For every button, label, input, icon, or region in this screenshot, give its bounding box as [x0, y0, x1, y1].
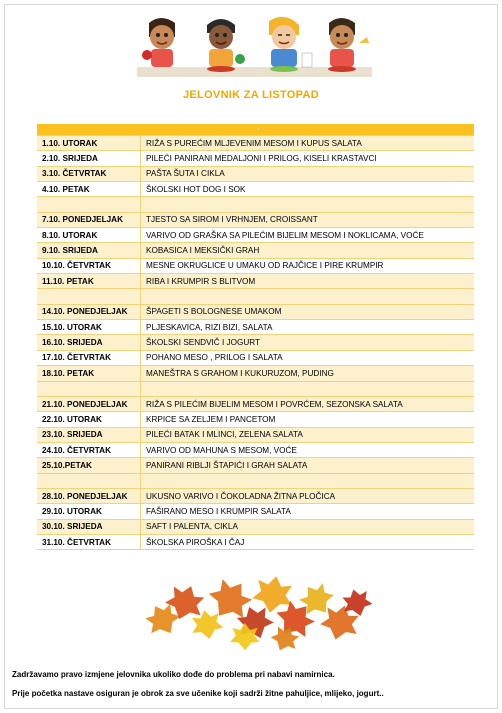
menu-row: [37, 458, 474, 473]
menu-row: [37, 366, 474, 381]
meal-cell: FAŠIRANO MESO I KRUMPIR SALATA: [141, 504, 475, 519]
menu-row: [37, 335, 474, 350]
menu-row: [37, 320, 474, 335]
week-separator-row: [37, 473, 474, 488]
day-cell: 17.10. ČETVRTAK: [37, 350, 141, 365]
meal-cell: PAŠTA ŠUTA I CIKLA: [141, 166, 475, 181]
meal-cell: PILEĆI PANIRANI MEDALJONI I PRILOG, KISELI KRASTAVCI: [141, 151, 475, 166]
menu-row: [37, 534, 474, 549]
day-cell: [37, 289, 141, 304]
day-cell: 14.10. PONEDJELJAK: [37, 304, 141, 319]
meal-cell: SAFT I PALENTA, CIKLA: [141, 519, 475, 534]
kid-2: [207, 19, 245, 72]
meal-cell: [141, 289, 475, 304]
kid-1: [142, 18, 175, 67]
meal-cell: VARIVO OD MAHUNA S MESOM, VOĆE: [141, 442, 475, 457]
day-cell: 10.10. ČETVRTAK: [37, 258, 141, 273]
meal-cell: [141, 197, 475, 212]
autumn-leaves-illustration: [145, 565, 375, 655]
day-cell: 7.10. PONEDJELJAK: [37, 212, 141, 227]
day-cell: 15.10. UTORAK: [37, 320, 141, 335]
menu-row: [37, 136, 474, 151]
meal-cell: [141, 381, 475, 396]
day-cell: 29.10. UTORAK: [37, 504, 141, 519]
menu-row: [37, 228, 474, 243]
menu-row: [37, 350, 474, 365]
meal-cell: RIŽA S PUREĆIM MLJEVENIM MESOM I KUPUS SALATA: [141, 136, 475, 151]
day-cell: [37, 381, 141, 396]
day-cell: 24.10. ČETVRTAK: [37, 442, 141, 457]
meal-cell: MESNE OKRUGLICE U UMAKU OD RAJČICE I PIRE KRUMPIR: [141, 258, 475, 273]
week-separator-row: [37, 381, 474, 396]
day-cell: 1.10. UTORAK: [37, 136, 141, 151]
menu-row: [37, 182, 474, 197]
meal-cell: RIBA I KRUMPIR S BLITVOM: [141, 274, 475, 289]
meal-cell: PANIRANI RIBLJI ŠTAPIĆI I GRAH SALATA: [141, 458, 475, 473]
meal-cell: MANEŠTRA S GRAHOM I KUKURUZOM, PUDING: [141, 366, 475, 381]
day-cell: 31.10. ČETVRTAK: [37, 534, 141, 549]
meal-cell: KRPICE SA ZELJEM I PANCETOM: [141, 412, 475, 427]
kid-3: [269, 17, 312, 72]
meal-cell: RIŽA S PILEĆIM BIJELIM MESOM I POVRĆEM, SEZONSKA SALATA: [141, 396, 475, 411]
week-separator-row: [37, 289, 474, 304]
day-cell: 8.10. UTORAK: [37, 228, 141, 243]
menu-row: [37, 212, 474, 227]
meal-cell: [141, 473, 475, 488]
day-cell: 22.10. UTORAK: [37, 412, 141, 427]
week-separator-row: [37, 197, 474, 212]
menu-row: [37, 427, 474, 442]
day-cell: 2.10. SRIJEDA: [37, 151, 141, 166]
header-band-dot: -: [37, 124, 474, 136]
meal-cell: UKUSNO VARIVO I ČOKOLADNA ŽITNA PLOČICA: [141, 488, 475, 503]
day-cell: [37, 473, 141, 488]
menu-row: [37, 488, 474, 503]
menu-row: [37, 274, 474, 289]
meal-cell: KOBASICA I MEKSIČKI GRAH: [141, 243, 475, 258]
day-cell: [37, 197, 141, 212]
menu-row: [37, 504, 474, 519]
day-cell: 23.10. SRIJEDA: [37, 427, 141, 442]
meal-cell: PLJESKAVICA, RIZI BIZI, SALATA: [141, 320, 475, 335]
disclaimer-note: Zadržavamo pravo izmjene jelovnika ukoliko dođe do problema pri nabavi namirnica.: [12, 670, 335, 679]
meal-cell: ŠKOLSKI SENDVIČ I JOGURT: [141, 335, 475, 350]
meal-cell: POHANO MESO , PRILOG I SALATA: [141, 350, 475, 365]
page-title: JELOVNIK ZA LISTOPAD: [183, 89, 319, 101]
day-cell: 28.10. PONEDJELJAK: [37, 488, 141, 503]
day-cell: 4.10. PETAK: [37, 182, 141, 197]
meal-cell: TJESTO SA SIROM I VRHNJEM, CROISSANT: [141, 212, 475, 227]
menu-row: [37, 412, 474, 427]
menu-row: [37, 243, 474, 258]
day-cell: 3.10. ČETVRTAK: [37, 166, 141, 181]
meal-cell: PILEĆI BATAK I MLINCI, ZELENA SALATA: [141, 427, 475, 442]
table-header-band: [37, 124, 474, 136]
menu-row: [37, 258, 474, 273]
kid-4: [328, 18, 369, 72]
day-cell: 11.10. PETAK: [37, 274, 141, 289]
day-cell: 21.10. PONEDJELJAK: [37, 396, 141, 411]
menu-row: [37, 396, 474, 411]
menu-row: [37, 166, 474, 181]
meal-cell: ŠKOLSKA PIROŠKA I ČAJ: [141, 534, 475, 549]
lunch-menu-table: [37, 124, 474, 550]
meal-cell: VARIVO OD GRAŠKA SA PILEĆIM BIJELIM MESOM I NOKLICAMA, VOĆE: [141, 228, 475, 243]
kids-eating-illustration: [137, 13, 372, 77]
day-cell: 9.10. SRIJEDA: [37, 243, 141, 258]
day-cell: 16.10. SRIJEDA: [37, 335, 141, 350]
menu-row: [37, 519, 474, 534]
menu-row: [37, 151, 474, 166]
day-cell: 18.10. PETAK: [37, 366, 141, 381]
breakfast-note: Prije početka nastave osiguran je obrok za sve učenike koji sadrži žitne pahuljice, mlijeko, jogurt..: [12, 689, 384, 698]
day-cell: 30.10. SRIJEDA: [37, 519, 141, 534]
meal-cell: ŠPAGETI S BOLOGNESE UMAKOM: [141, 304, 475, 319]
day-cell: 25.10.PETAK: [37, 458, 141, 473]
meal-cell: ŠKOLSKI HOT DOG I SOK: [141, 182, 475, 197]
menu-row: [37, 304, 474, 319]
menu-row: [37, 442, 474, 457]
